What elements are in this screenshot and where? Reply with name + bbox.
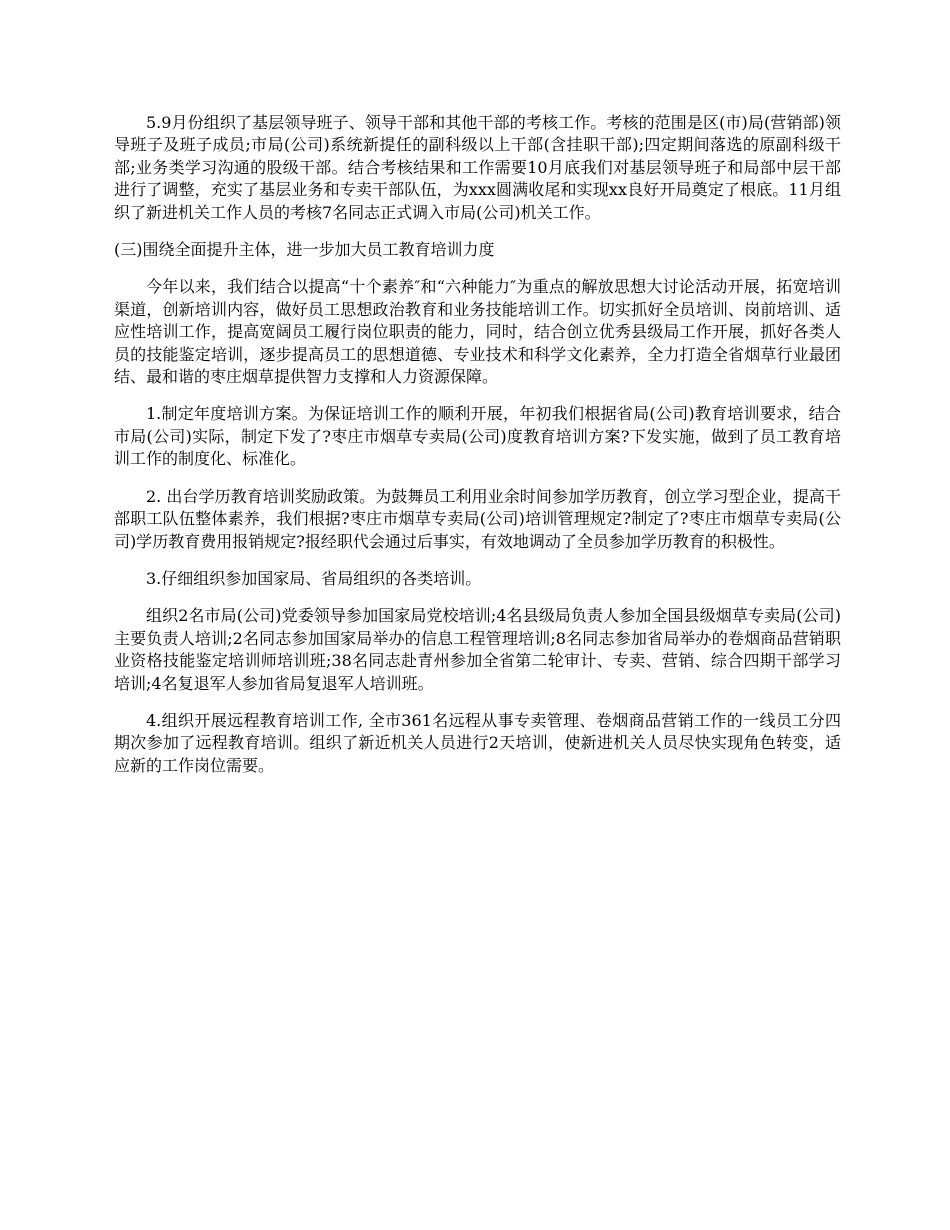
paragraph-organized-training-title: 3.仔细组织参加国家局、省局组织的各类培训。 [146, 568, 482, 588]
section-heading-training: (三)围绕全面提升主体，进一步加大员工教育培训力度 [114, 240, 495, 260]
document-body [114, 112, 841, 792]
paragraph-remote-education: 4.组织开展远程教育培训工作, 全市361名远程从事专卖管理、卷烟商品营销工作的一线员工分四期次参加了远程教育培训。组织了新近机关人员进行2天培训，使新进机关人员尽快实现角色转变，适应新的工作岗位需要。 [114, 710, 841, 775]
paragraph-organized-training-details: 组织2名市局(公司)党委领导参加国家局党校培训;4名县级局负责人参加全国县级烟草专卖局(公司)主要负责人培训;2名同志参加国家局举办的信息工程管理培训;8名同志参加省局举办的卷烟商品营销职业资格技能鉴定培训师培训班;38名同志赴青州参加全省第二轮审计、专卖、营销、综合四期干部学习培训;4名复退军人参加省局复退军人培训班。 [114, 606, 841, 693]
paragraph-education-policy: 2. 出台学历教育培训奖励政策。为鼓舞员工利用业余时间参加学历教育，创立学习型企业，提高干部职工队伍整体素养，我们根据?枣庄市烟草专卖局(公司)培训管理规定?制定了?枣庄市烟草专卖局(公司)学历教育费用报销规定?报经职代会通过后事实，有效地调动了全员参加学历教育的积极性。 [114, 486, 841, 551]
paragraph-training-overview: 今年以来，我们结合以提高“十个素养″和“六种能力″为重点的解放思想大讨论活动开展，拓宽培训渠道，创新培训内容，做好员工思想政治教育和业务技能培训工作。切实抓好全员培训、岗前培训、适应性培训工作，提高宽阔员工履行岗位职责的能力，同时，结合创立优秀县级局工作开展，抓好各类人员的技能鉴定培训，逐步提高员工的思想道德、专业技术和科学文化素养，全力打造全省烟草行业最团结、最和谐的枣庄烟草提供智力支撑和人力资源保障。 [114, 277, 841, 387]
paragraph-annual-plan: 1.制定年度培训方案。为保证培训工作的顺利开展，年初我们根据省局(公司)教育培训要求，结合市局(公司)实际，制定下发了?枣庄市烟草专卖局(公司)度教育培训方案?下发实施，做到了员工教育培训工作的制度化、标准化。 [114, 404, 841, 469]
paragraph-assessment: 5.9月份组织了基层领导班子、领导干部和其他干部的考核工作。考核的范围是区(市)局(营销部)领导班子及班子成员;市局(公司)系统新提任的副科级以上干部(含挂职干部);四定期间落选的原副科级干部;业务类学习沟通的股级干部。结合考核结果和工作需要10月底我们对基层领导班子和局部中层干部进行了调整，充实了基层业务和专卖干部队伍，为xxx圆满收尾和实现xx良好开局奠定了根底。11月组织了新进机关工作人员的考核7名同志正式调入市局(公司)机关工作。 [114, 113, 841, 222]
